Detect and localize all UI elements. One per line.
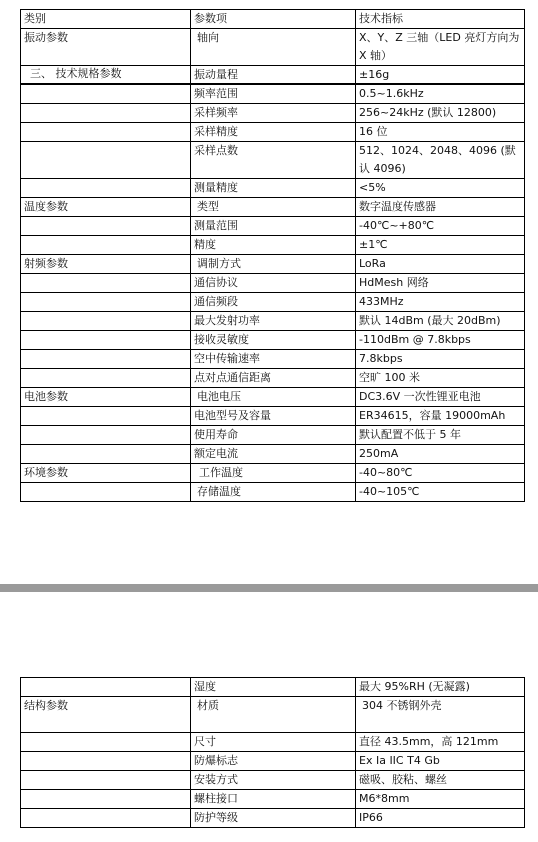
category-cell <box>21 483 191 502</box>
value-cell: 304 不锈钢外壳 <box>356 697 525 733</box>
category-cell <box>21 123 191 142</box>
param-cell: 类型 <box>191 198 356 217</box>
category-cell <box>21 217 191 236</box>
category-cell: 环境参数 <box>21 464 191 483</box>
param-cell: 防爆标志 <box>191 752 356 771</box>
param-cell: 通信协议 <box>191 274 356 293</box>
param-cell: 安装方式 <box>191 771 356 790</box>
category-cell: 射频参数 <box>21 255 191 274</box>
table-row <box>21 464 525 483</box>
table-row <box>21 407 525 426</box>
category-cell <box>21 678 191 697</box>
category-cell <box>21 771 191 790</box>
table-row <box>21 350 525 369</box>
table-row <box>21 293 525 312</box>
table-row <box>21 809 525 828</box>
param-cell: 电池型号及容量 <box>191 407 356 426</box>
param-cell: 接收灵敏度 <box>191 331 356 350</box>
header-category: 类别 <box>21 10 191 29</box>
table-row <box>21 426 525 445</box>
category-cell <box>21 369 191 388</box>
table-row <box>21 104 525 123</box>
category-cell <box>21 331 191 350</box>
category-cell <box>21 236 191 255</box>
category-cell <box>21 85 191 104</box>
table-row <box>21 790 525 809</box>
category-cell <box>21 179 191 198</box>
section-heading: 三、 技术规格参数 <box>30 67 122 80</box>
value-cell: 16 位 <box>356 123 525 142</box>
value-cell: ±1℃ <box>356 236 525 255</box>
value-cell: 512、1024、2048、4096 (默认 4096) <box>356 142 525 179</box>
table-row <box>21 274 525 293</box>
param-cell: 湿度 <box>191 678 356 697</box>
value-cell: 7.8kbps <box>356 350 525 369</box>
table-row <box>21 123 525 142</box>
category-cell <box>21 66 191 85</box>
value-cell: LoRa <box>356 255 525 274</box>
param-cell: 采样精度 <box>191 123 356 142</box>
param-cell: 采样频率 <box>191 104 356 123</box>
value-cell: <5% <box>356 179 525 198</box>
table-row <box>21 752 525 771</box>
category-cell: 温度参数 <box>21 198 191 217</box>
value-cell: ER34615，容量 19000mAh <box>356 407 525 426</box>
table-row <box>21 331 525 350</box>
page-separator <box>0 584 538 592</box>
value-cell: HdMesh 网络 <box>356 274 525 293</box>
value-cell: X、Y、Z 三轴（LED 亮灯方向为 X 轴） <box>356 29 525 84</box>
param-cell: 调制方式 <box>191 255 356 274</box>
table-row <box>21 483 525 502</box>
param-cell: 尺寸 <box>191 733 356 752</box>
table-header-row <box>21 10 525 29</box>
table-row <box>21 312 525 331</box>
value-cell: 空旷 100 米 <box>356 369 525 388</box>
category-cell <box>21 752 191 771</box>
value-cell: -40~80℃ <box>356 464 525 483</box>
value-cell: 默认配置不低于 5 年 <box>356 426 525 445</box>
param-cell: 螺柱接口 <box>191 790 356 809</box>
value-cell: 256~24kHz (默认 12800) <box>356 104 525 123</box>
param-cell: 通信频段 <box>191 293 356 312</box>
value-cell: -40~105℃ <box>356 483 525 502</box>
table-row <box>21 369 525 388</box>
param-cell: 防护等级 <box>191 809 356 828</box>
table-row <box>21 771 525 790</box>
document-page-2 <box>0 592 538 842</box>
category-cell <box>21 104 191 123</box>
value-cell: 最大 95%RH (无凝露) <box>356 678 525 697</box>
table-row <box>21 179 525 198</box>
value-cell: -110dBm @ 7.8kbps <box>356 331 525 350</box>
value-cell: DC3.6V 一次性锂亚电池 <box>356 388 525 407</box>
param-cell: 额定电流 <box>191 445 356 464</box>
value-cell: M6*8mm <box>356 790 525 809</box>
table-row <box>21 733 525 752</box>
category-cell <box>21 312 191 331</box>
table-row <box>21 236 525 255</box>
category-cell <box>21 407 191 426</box>
category-cell <box>21 350 191 369</box>
param-cell: 电池电压 <box>191 388 356 407</box>
value-cell: 250mA <box>356 445 525 464</box>
category-cell: 电池参数 <box>21 388 191 407</box>
param-cell: 使用寿命 <box>191 426 356 445</box>
value-cell: -40℃~+80℃ <box>356 217 525 236</box>
param-cell: 精度 <box>191 236 356 255</box>
table-row <box>21 217 525 236</box>
category-cell: 结构参数 <box>21 697 191 733</box>
header-value: 技术指标 <box>356 10 525 29</box>
value-cell: 数字温度传感器 <box>356 198 525 217</box>
category-cell <box>21 274 191 293</box>
param-cell: 工作温度 <box>191 464 356 483</box>
table-row <box>21 142 525 179</box>
param-cell: 点对点通信距离 <box>191 369 356 388</box>
param-cell: 空中传输速率 <box>191 350 356 369</box>
value-cell: ±16g <box>356 66 525 85</box>
param-cell: 材质 <box>191 697 356 733</box>
param-cell: 测量精度 <box>191 179 356 198</box>
value-cell: 默认 14dBm (最大 20dBm) <box>356 312 525 331</box>
header-param: 参数项 <box>191 10 356 29</box>
param-cell: 振动量程 <box>191 66 356 85</box>
param-cell: 轴向 <box>191 29 356 84</box>
table-row <box>21 445 525 464</box>
value-cell: IP66 <box>356 809 525 828</box>
table-row <box>21 66 525 85</box>
table-row <box>21 697 525 733</box>
table-row <box>21 85 525 104</box>
spec-table-2 <box>20 677 525 828</box>
category-cell <box>21 426 191 445</box>
category-cell <box>21 445 191 464</box>
param-cell: 存储温度 <box>191 483 356 502</box>
table-row <box>21 198 525 217</box>
category-cell <box>21 809 191 828</box>
spec-table-1b <box>20 65 525 502</box>
category-cell <box>21 293 191 312</box>
value-cell: 直径 43.5mm，高 121mm <box>356 733 525 752</box>
param-cell: 频率范围 <box>191 85 356 104</box>
table-row <box>21 255 525 274</box>
category-cell <box>21 733 191 752</box>
value-cell: 磁吸、胶粘、螺丝 <box>356 771 525 790</box>
value-cell: 433MHz <box>356 293 525 312</box>
value-cell: 0.5~1.6kHz <box>356 85 525 104</box>
param-cell: 最大发射功率 <box>191 312 356 331</box>
table-row <box>21 388 525 407</box>
param-cell: 采样点数 <box>191 142 356 179</box>
param-cell: 测量范围 <box>191 217 356 236</box>
category-cell <box>21 790 191 809</box>
category-label: 振动参数 <box>24 31 68 44</box>
table-row <box>21 678 525 697</box>
value-cell: Ex Ia IIC T4 Gb <box>356 752 525 771</box>
category-cell <box>21 142 191 179</box>
